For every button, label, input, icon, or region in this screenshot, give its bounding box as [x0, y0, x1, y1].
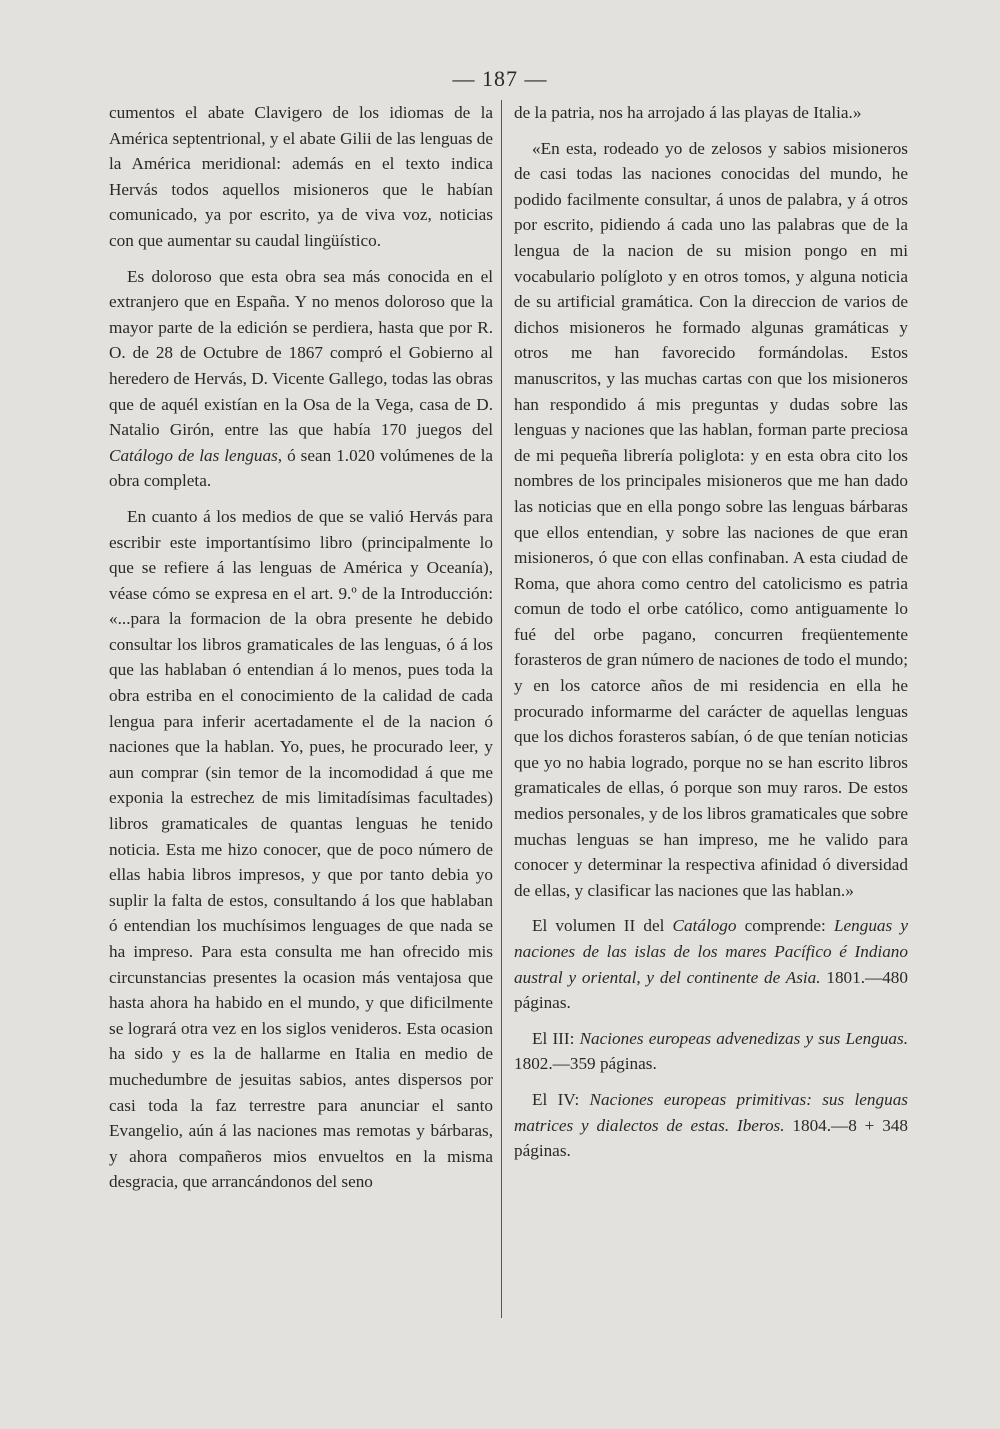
page-number: — 187 — [452, 66, 548, 91]
column-divider [501, 100, 502, 1318]
book-title: Catálogo [672, 916, 737, 936]
paragraph: En cuanto á los medios de que se valió Hervás para escribir este importantísimo libro (principalmente lo que se refiere á las lenguas de América y Oceanía), véase cómo se expresa en el art. 9.º de la Introducción: «...para la formacion de la obra presente he debido consultar los libros gramaticales de las lenguas, ó á los que las hablaban ó entendian á lo menos, pues toda la obra estriba en el conocimiento de la calidad de cada lengua para inferir acertadamente el de la nacion ó naciones que la hablan. Yo, pues, he procurado leer, y aun comprar (sin temor de la incomodidad á que me exponia la estrechez de mis limitadísimas facultades) libros gramaticales de quantas lenguas he tenido noticia. Esta me hizo conocer, que de poco número de ellas habia libros impresos, y que por tanto debia yo suplir la falta de estos, consultando á los que hablaban ó entendian los muchísimos lenguages de que nada se ha impreso. Para esta consulta me han ofrecido mis circunstancias presentes la ocasion más ventajosa que hasta ahora ha habido en el mundo, y que dificilmente se logrará otra vez en los siglos venideros. Esta ocasion ha sido y es la de hallarme en Italia en medio de muchedumbre de jesuitas sabios, antes dispersos por casi toda la faz terrestre para anunciar el santo Evangelio, aún á las naciones mas remotas y bárbaras, y ahora compañeros mios envueltos en la misma desgracia, que arrancándonos del seno [109, 506, 493, 1192]
text-run: Es doloroso que esta obra sea más conocida en el extranjero que en España. Y no menos doloroso que la mayor parte de la edición se perdiera, hasta que por R. O. de 28 de Octubre de 1867 compró el Gobierno al heredero de Hervás, D. Vicente Gallego, todas las obras que de aquél existían en la Osa de la Vega, casa de D. Natalio Girón, entre las que había 170 juegos del [109, 266, 493, 440]
volume-title: Naciones europeas advenedizas y sus Lenguas. [579, 1028, 908, 1048]
text-run: 1801.—480 páginas. [514, 967, 908, 1013]
text-run: 1804.—8 + 348 páginas. [514, 1115, 908, 1161]
right-column [514, 100, 908, 1174]
paragraph: cumentos el abate Clavigero de los idiomas de la América septentrional, y el abate Gilii de las lenguas de la América meridional: además en el texto indica Hervás todos aquellos misioneros que le habían comunicado, ya por escrito, ya de viva voz, noticias con que aumentar su caudal lingüístico. [109, 103, 493, 250]
volume-title: Naciones europeas primitivas: sus lenguas matrices y dialectos de estas. Iberos. [514, 1089, 908, 1135]
text-run: El IV: [532, 1089, 590, 1109]
paragraph: «En esta, rodeado yo de zelosos y sabios misioneros de casi todas las naciones conocidas del mundo, he podido facilmente consultar, á unos de palabra, y á otros por escrito, pidiendo á cada uno las palabras que de la lengua de la nacion de su mision pongo en mi vocabulario polígloto y en otros tomos, y alguna noticia de su artificial gramática. Con la direccion de varios de dichos misioneros he formado algunas gramáticas y otros me han favorecido formándolas. Estos manuscritos, y las muchas cartas con que los misioneros han respondido á mis preguntas y dudas sobre las lenguas y naciones que las hablan, forman parte preciosa de mi pequeña librería poliglota: y en esta obra cito los nombres de los principales misioneros que me han dado las noticias que en ella pongo sobre las lenguas bárbaras que ellos entendian, y sobre las naciones de que eran misioneros, ó que con ellas confinaban. A esta ciudad de Roma, que ahora como centro del catolicismo es patria comun de todo el orbe católico, como antiguamente lo fué del orbe pagano, concurren freqüentemente forasteros de gran número de naciones de todo el mundo; y en los catorce años de mi residencia en ella he procurado informarme del carácter de aquellas lenguas que los dichos forasteros sabían, ó de que tenían noticias que yo no habia logrado, porque no se han escrito libros gramaticales de ellas, ó porque son muy raros. De estos medios personales, y de los libros gramaticales que sobre muchas lenguas se han impreso, me he valido para conocer y determinar la respectiva afinidad ó diversidad de ellas, y clasificar las naciones que las hablan.» [514, 138, 908, 900]
paragraph [514, 1026, 908, 1077]
text-run: El III: [532, 1028, 580, 1048]
text-run: 1802.—359 páginas. [514, 1054, 657, 1074]
paragraph [514, 913, 908, 1015]
paragraph: de la patria, nos ha arrojado á las playas de Italia.» [514, 103, 862, 122]
text-run: , ó sean 1.020 volúmenes de la obra completa. [109, 445, 494, 491]
text-run: El volumen II del [532, 916, 673, 936]
volume-title: Lenguas y naciones de las islas de los mares Pacífico é Indiano austral y oriental, y del continente de Asia. [514, 916, 908, 987]
left-column [109, 100, 493, 1205]
paragraph [109, 264, 493, 494]
text-run: comprende: [736, 916, 834, 936]
book-title: Catálogo de las lenguas [109, 445, 278, 465]
paragraph [514, 1087, 908, 1164]
